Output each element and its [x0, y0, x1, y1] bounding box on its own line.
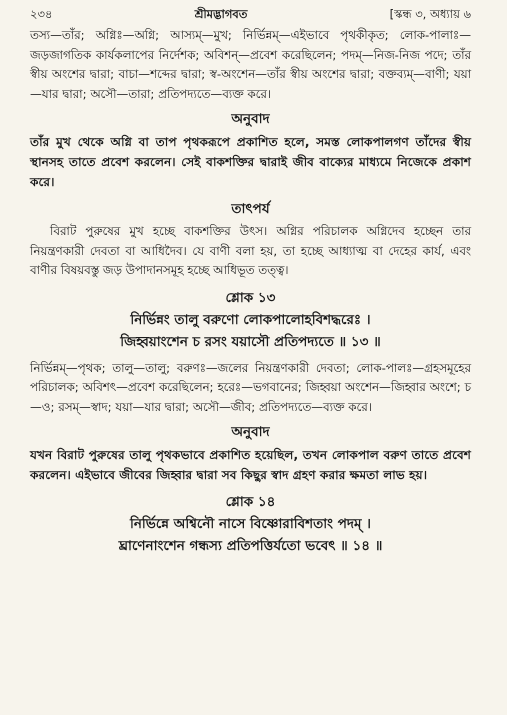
translation-verse-12: তাঁর মুখ থেকে অগ্নি বা তাপ পৃথকরূপে প্রকাশিত হলে, সমস্ত লোকপালগণ তাঁদের স্বীয় স্থানসহ তাতে প্রবেশ করলেন। সেই বাকশক্তির দ্বারাই জীব বাক্যের মাধ্যমে নিজেকে প্রকাশ করে। — [30, 135, 471, 189]
verse-14-title: শ্লোক ১৪ — [225, 494, 276, 510]
purport-heading: তাৎপর্য — [231, 201, 270, 217]
verse-14-line-2: ঘ্রাণেনাংশেন গন্ধস্য প্রতিপত্তির্যতো ভবেৎ ॥ ১৪ ॥ — [118, 538, 383, 554]
translation-heading: অনুবাদ — [231, 111, 270, 127]
synonyms-verse-13: নির্ভিন্নম্—পৃথক; তালু—তালু; বরুণঃ—জলের নিয়ন্ত্রণকারী দেবতা; লোক-পালঃ—গ্রহসমূহের পরিচালক; অবিশৎ—প্রবেশ করেছিলেন; হরেঃ—ভগবানের; জিহ্বয়া অংশেন—জিহ্বার অংশে; চ—ও; রসম্—স্বাদ; যয়া—যার দ্বারা; অসৌ—জীব; প্রতিপদ্যতে—ব্যক্ত করে। — [30, 360, 471, 414]
chapter-reference: [স্কন্ধ ৩, অধ্যায় ৬ — [389, 7, 471, 21]
page-header — [30, 6, 471, 22]
translation-heading: অনুবাদ — [231, 424, 270, 440]
page-number: ২৩৪ — [30, 7, 53, 21]
verse-14-line-1: নির্ভিন্নে অশ্বিনৌ নাসে বিষ্ণোরাবিশতাং পদম্ । — [130, 516, 371, 532]
verse-13-line-1: নির্ভিন্নং তালু বরুণো লোকপালোহবিশদ্ধরেঃ । — [130, 311, 371, 328]
synonyms-verse-12: তস্য—তাঁর; অগ্নিঃ—অগ্নি; আস্যম্—মুখ; নির্ভিন্নম্—এইভাবে পৃথকীকৃত; লোক-পালাঃ—জড়জাগতিক কার্যকলাপের নির্দেশক; অবিশন্—প্রবেশ করেছিলেন; পদম্—নিজ-নিজ পদে; তাঁর স্বীয় অংশের দ্বারা; বাচা—শব্দের দ্বারা; স্ব-অংশেন—তাঁর স্বীয় অংশের দ্বারা; বক্তব্যম্—বাণী; যয়া—যার দ্বারা; অসৌ—তারা; প্রতিপদ্যতে—ব্যক্ত করে। — [30, 28, 471, 101]
translation-verse-13: যখন বিরাট পুরুষের তালু পৃথকভাবে প্রকাশিত হয়েছিল, তখন লোকপাল বরুণ তাতে প্রবেশ করলেন। এইভাবে জীবের জিহ্বার দ্বারা সব কিছুর স্বাদ গ্রহণ করার ক্ষমতা লাভ হয়। — [30, 448, 471, 482]
purport-section — [30, 222, 471, 281]
verse-13-line-2: জিহ্বয়াংশেন চ রসং যয়াসৌ প্রতিপদ্যতে ॥ ১৩ ॥ — [120, 333, 381, 350]
book-title: শ্রীমদ্ভাগবত — [194, 7, 248, 21]
verse-13-title: শ্লোক ১৩ — [225, 289, 276, 306]
purport-paragraph: বিরাট পুরুষের মুখ হচ্ছে বাকশক্তির উৎস। অগ্নির পরিচালক অগ্নিদেব হচ্ছেন তার নিয়ন্ত্রণকারী দেবতা বা আধিদৈব। যে বাণী বলা হয়, তা হচ্ছে আধ্যাত্ম বা দেহের কার্য, এবং বাণীর বিষয়বস্তু জড় উপাদানসমূহ হচ্ছে আধিভূত তত্ত্ব। — [30, 224, 471, 277]
